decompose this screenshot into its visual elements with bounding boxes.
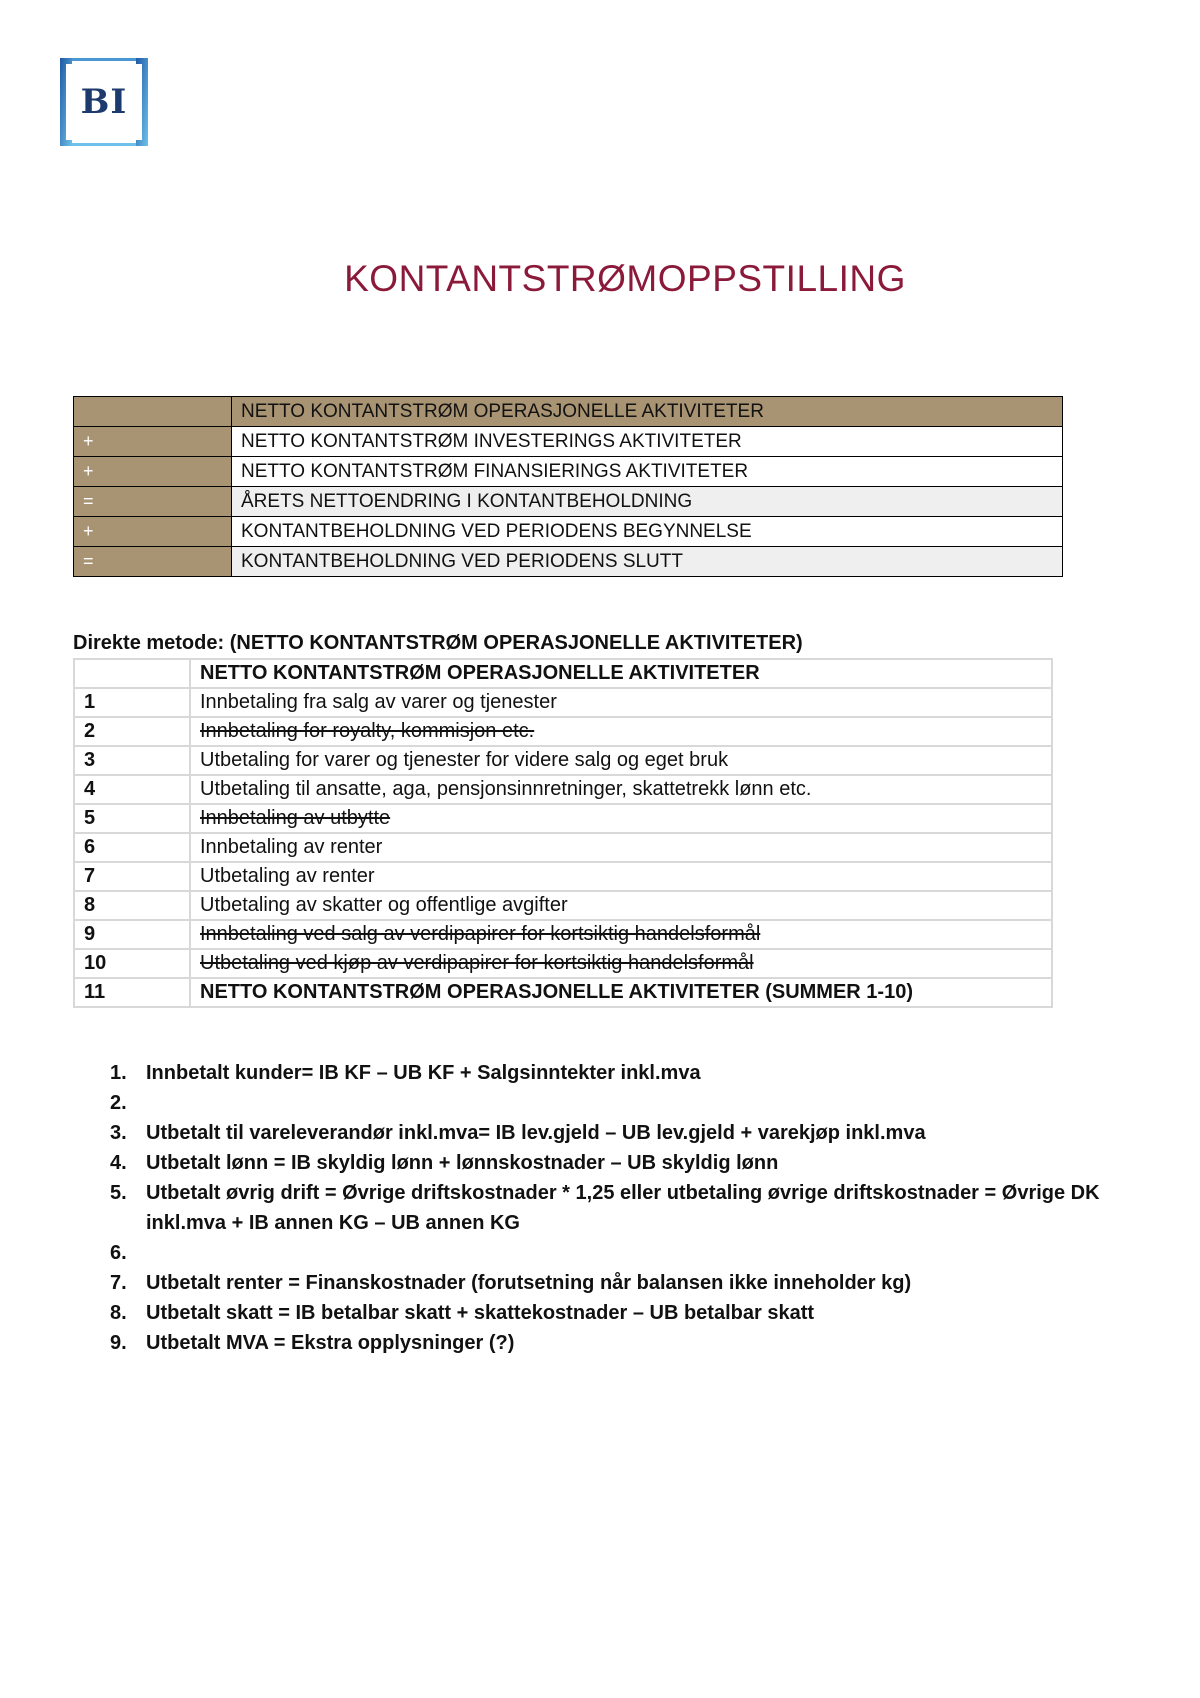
list-text: Utbetalt øvrig drift = Øvrige driftskostnader * 1,25 eller utbetaling øvrige driftskostnader = Øvrige DK inkl.mva + IB annen KG – UB annen KG [146,1182,1100,1234]
row-text: NETTO KONTANTSTRØM OPERASJONELLE AKTIVITETER [190,659,1052,688]
formula-list [100,1058,1140,1358]
list-item [100,1118,1140,1148]
table-row [74,833,1052,862]
row-text: NETTO KONTANTSTRØM OPERASJONELLE AKTIVITETER (SUMMER 1-10) [200,981,913,1003]
list-item [100,1088,1140,1118]
summary-symbol: = [74,547,232,577]
row-text-struck: Innbetaling for royalty, kommisjon etc. [200,720,535,742]
summary-symbol: + [74,517,232,547]
direct-table-header [74,659,1052,688]
row-text: Utbetaling for varer og tjenester for videre salg og eget bruk [200,749,729,771]
row-text-struck: Innbetaling av utbytte [200,807,391,829]
direct-method-heading: Direkte metode: (NETTO KONTANTSTRØM OPERASJONELLE AKTIVITETER) [73,632,803,654]
row-text-struck: Utbetaling ved kjøp av verdipapirer for kortsiktig handelsformål [200,952,754,974]
list-item [100,1178,1140,1238]
list-text: Utbetalt lønn = IB skyldig lønn + lønnskostnader – UB skyldig lønn [146,1152,779,1174]
row-number: 7 [74,862,190,891]
summary-row [74,427,1063,457]
row-number: 8 [74,891,190,920]
table-row [74,804,1052,833]
table-row-total [74,978,1052,1007]
list-item [100,1328,1140,1358]
row-number: 4 [74,775,190,804]
bi-logo [58,56,150,148]
summary-label: KONTANTBEHOLDNING VED PERIODENS SLUTT [232,547,1063,577]
list-item [100,1268,1140,1298]
list-number: 6. [110,1242,127,1264]
row-text: Innbetaling av renter [200,836,383,858]
list-text: Utbetalt MVA = Ekstra opplysninger (?) [146,1332,515,1354]
row-text: Utbetaling av renter [200,865,375,887]
list-text: Utbetalt til vareleverandør inkl.mva= IB lev.gjeld – UB lev.gjeld + varekjøp inkl.mva [146,1122,926,1144]
table-row [74,775,1052,804]
list-number: 3. [110,1122,127,1144]
summary-symbol [74,397,232,427]
row-number: 3 [74,746,190,775]
summary-row [74,547,1063,577]
row-text-struck: Innbetaling ved salg av verdipapirer for kortsiktig handelsformål [200,923,761,945]
table-row [74,891,1052,920]
summary-label: NETTO KONTANTSTRØM OPERASJONELLE AKTIVITETER [232,397,1063,427]
table-row [74,746,1052,775]
summary-label: ÅRETS NETTOENDRING I KONTANTBEHOLDNING [232,487,1063,517]
row-text: Innbetaling fra salg av varer og tjenester [200,691,557,713]
list-item [100,1298,1140,1328]
list-number: 7. [110,1272,127,1294]
table-row [74,717,1052,746]
summary-row [74,457,1063,487]
list-text: Utbetalt renter = Finanskostnader (forutsetning når balansen ikke inneholder kg) [146,1272,912,1294]
row-number: 6 [74,833,190,862]
row-text: Utbetaling til ansatte, aga, pensjonsinnretninger, skattetrekk lønn etc. [200,778,812,800]
cash-flow-summary-table [73,396,1063,577]
summary-symbol: + [74,457,232,487]
bi-logo-text: BI [80,82,128,122]
row-number: 1 [74,688,190,717]
summary-label: NETTO KONTANTSTRØM FINANSIERINGS AKTIVITETER [232,457,1063,487]
list-item [100,1238,1140,1268]
page-title: KONTANTSTRØMOPPSTILLING [344,258,906,299]
list-number: 4. [110,1152,127,1174]
summary-symbol: = [74,487,232,517]
list-item [100,1148,1140,1178]
summary-row [74,517,1063,547]
list-number: 9. [110,1332,127,1354]
row-text: Utbetaling av skatter og offentlige avgifter [200,894,568,916]
row-number: 5 [74,804,190,833]
table-row [74,949,1052,978]
table-row [74,920,1052,949]
summary-row [74,487,1063,517]
row-number: 11 [74,978,190,1007]
list-number: 1. [110,1062,127,1084]
row-number: 9 [74,920,190,949]
row-number [74,659,190,688]
list-item [100,1058,1140,1088]
summary-row [74,397,1063,427]
direct-method-table [73,658,1053,1008]
summary-label: KONTANTBEHOLDNING VED PERIODENS BEGYNNELSE [232,517,1063,547]
list-number: 5. [110,1182,127,1204]
row-number: 10 [74,949,190,978]
table-row [74,862,1052,891]
table-row [74,688,1052,717]
summary-symbol: + [74,427,232,457]
list-text: Innbetalt kunder= IB KF – UB KF + Salgsinntekter inkl.mva [146,1062,701,1084]
list-number: 2. [110,1092,127,1114]
list-text: Utbetalt skatt = IB betalbar skatt + skattekostnader – UB betalbar skatt [146,1302,815,1324]
summary-label: NETTO KONTANTSTRØM INVESTERINGS AKTIVITETER [232,427,1063,457]
list-number: 8. [110,1302,127,1324]
row-number: 2 [74,717,190,746]
